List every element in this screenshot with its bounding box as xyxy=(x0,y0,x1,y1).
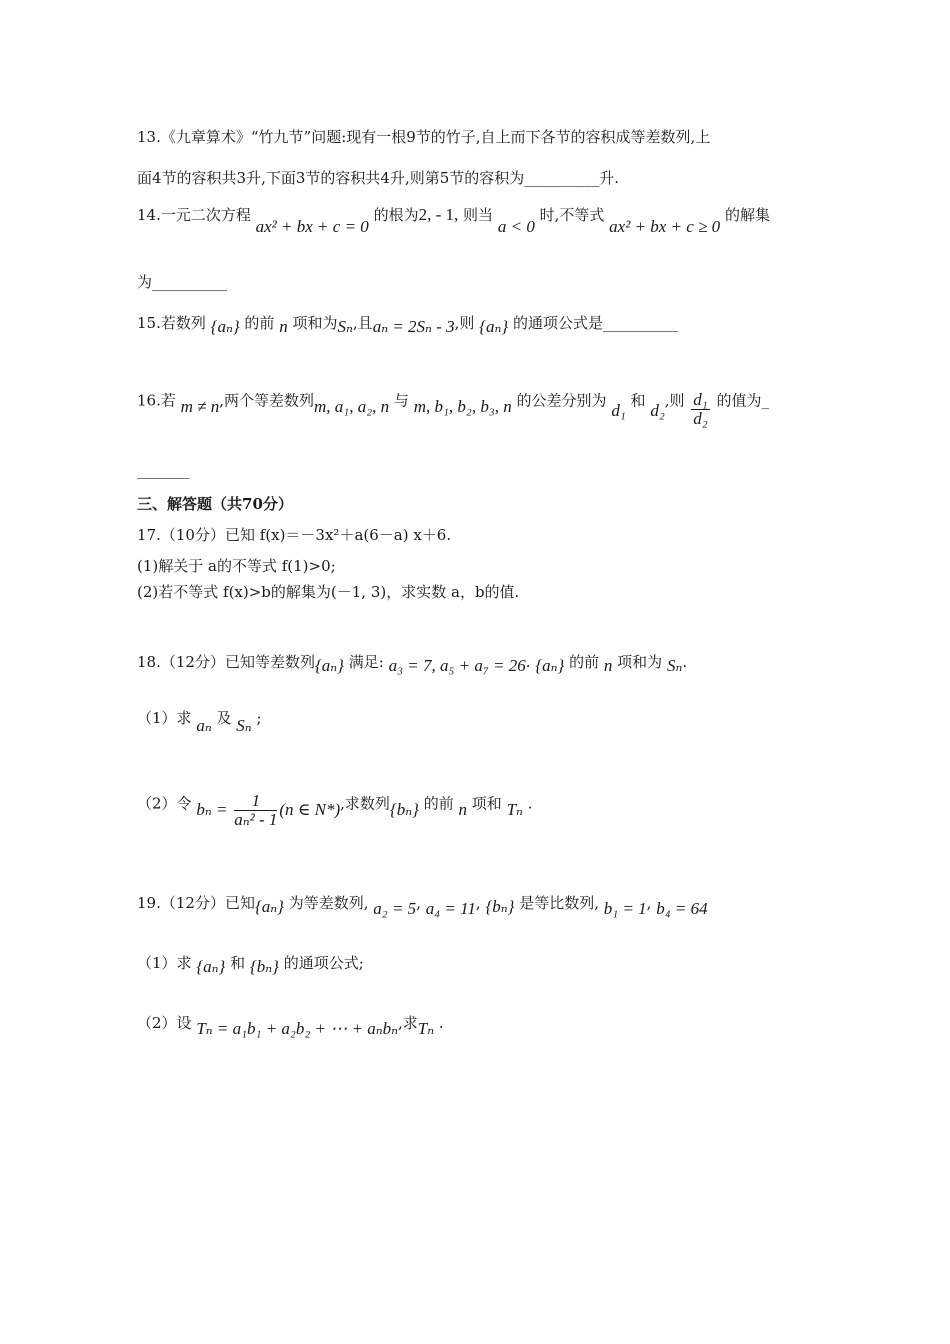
q13-line1: 13.《九章算术》“竹九节”问题:现有一根9节的竹子,自上而下各节的容积成等差数列,上 xyxy=(137,128,711,146)
q18-p2-mid3: 项和 xyxy=(471,794,502,813)
q16-pre: 16.若 xyxy=(137,391,176,410)
q16-frac-num: d₁ xyxy=(693,390,708,409)
q18-p2-num: 1 xyxy=(234,792,277,811)
q15-mid1: 的前 xyxy=(244,314,275,332)
q18-p2-den: aₙ² - 1 xyxy=(234,810,278,829)
q16-mid3: 的公差分别为 xyxy=(516,391,607,410)
q15-end: 的通项公式是 xyxy=(512,314,603,332)
q15-relation: aₙ = 2Sₙ - 3 xyxy=(372,317,455,336)
q14-blank: __________ xyxy=(152,273,228,291)
q17-line1: 17.（10分）已知 f(x)＝－3x²＋a(6－a) x＋6. xyxy=(137,526,452,544)
q18-p2-pre: （2）令 xyxy=(137,794,192,813)
q14-line1 xyxy=(137,205,770,236)
q15-sn: Sₙ xyxy=(337,317,353,336)
q14-condition: a < 0 xyxy=(497,217,535,236)
q18-mid3: 的前 xyxy=(569,653,600,671)
q14-end: 的解集 xyxy=(724,206,770,224)
q14-mid1: 的根为 xyxy=(373,206,419,224)
q18-p1-s: Sₙ xyxy=(236,716,252,735)
q18-end: . xyxy=(682,653,688,671)
q18-pre: 18.（12分）已知等差数列 xyxy=(137,653,315,671)
q19-cond4: b₄ = 64 xyxy=(656,899,708,918)
q14-line2-text: 为 xyxy=(137,273,153,291)
q14-equation: ax² + bx + c = 0 xyxy=(255,217,369,236)
q16-mid4: 和 xyxy=(630,391,646,410)
q16-end: 的值为_ xyxy=(716,391,770,410)
q19-p1-mid: 和 xyxy=(230,954,246,972)
q15-pre: 15.若数列 xyxy=(137,314,206,332)
q19-line xyxy=(137,893,708,918)
q16-mid5: ,则 xyxy=(664,391,685,410)
q19-sep: , xyxy=(416,894,421,912)
q18-p1-a: aₙ xyxy=(196,716,212,735)
q19-p1-end: 的通项公式; xyxy=(283,954,364,972)
q18-part1 xyxy=(137,708,262,735)
q18-n: n xyxy=(603,656,613,675)
q19-part1 xyxy=(137,953,364,976)
q18-p1-end: ; xyxy=(256,709,262,727)
q18-mid2: . xyxy=(525,653,531,671)
q19-mid1: 为等差数列, xyxy=(288,894,369,912)
q18-p2-fraction xyxy=(234,792,277,829)
q15-mid2: 项和为 xyxy=(292,314,338,332)
q19-p2-mid: ,求 xyxy=(397,1014,418,1032)
q19-cond2: a₄ = 11 xyxy=(425,899,476,918)
q19-seq: {aₙ} xyxy=(254,897,284,916)
q19-p2-pre: （2）设 xyxy=(137,1014,192,1032)
q18-p1-mid: 及 xyxy=(216,709,232,727)
q19-p1-a: {aₙ} xyxy=(196,957,226,976)
q19-mid2: 是等比数列, xyxy=(519,894,599,912)
q19-p1-b: {bₙ} xyxy=(249,957,279,976)
q14-inequality: ax² + bx + c ≥ 0 xyxy=(609,217,721,236)
q18-p1-pre: （1）求 xyxy=(137,709,192,727)
q19-p1-pre: （1）求 xyxy=(137,954,192,972)
q19-p2-end: . xyxy=(438,1014,444,1032)
q18-mid4: 项和为 xyxy=(617,653,663,671)
q13-line2 xyxy=(137,168,619,188)
q16-mid1: ,两个等差数列 xyxy=(219,391,315,410)
q17-line3: (2)若不等式 f(x)>b的解集为(－1, 3)，求实数 a，b的值. xyxy=(137,583,520,601)
q18-cond: a₃ = 7, a₅ + a₇ = 26 xyxy=(388,656,526,675)
section-heading: 三、解答题（共70分） xyxy=(137,495,293,513)
q19-p2-expr: Tₙ = a₁b₁ + a₂b₂ + ⋯ + aₙbₙ xyxy=(196,1019,398,1038)
q19-sep2: , xyxy=(475,894,481,912)
q19-seq2: {bₙ} xyxy=(485,897,515,916)
q14-line2 xyxy=(137,272,227,292)
q18-p2-b: bₙ = xyxy=(196,799,228,819)
q18-p2-cond: (n ∈ N*) xyxy=(279,799,341,819)
q13-text: 面4节的容积共3升,下面3节的容积共4升,则第5节的容积为 xyxy=(137,169,525,187)
q15-blank: __________ xyxy=(602,314,678,332)
q16-line xyxy=(137,383,770,428)
q18-p2-t: Tₙ xyxy=(506,799,523,819)
q19-cond1: a₂ = 5 xyxy=(373,899,417,918)
q15-mid4: ,则 xyxy=(454,314,475,332)
q13-end: 升. xyxy=(599,169,620,187)
q13-blank: __________ xyxy=(524,169,600,187)
q15-n: n xyxy=(279,317,288,336)
q18-p2-end: . xyxy=(527,794,533,813)
q18-seq2: {aₙ} xyxy=(535,656,565,675)
q15-seq2: {aₙ} xyxy=(479,317,509,336)
q19-sep3: , xyxy=(646,894,652,912)
q16-mid2: 与 xyxy=(393,391,409,410)
q15-mid3: ,且 xyxy=(352,314,373,332)
q16-fraction xyxy=(691,391,709,428)
q16-cond: m ≠ n xyxy=(180,396,220,416)
q16-d2: d₂ xyxy=(650,400,665,420)
q18-p2-seq: {bₙ} xyxy=(389,799,419,819)
q19-part2 xyxy=(137,1013,444,1038)
q16-seq2: m, b₁, b₂, b₃, n xyxy=(413,396,512,416)
q15-line xyxy=(137,313,678,336)
q18-p2-mid2: 的前 xyxy=(423,794,454,813)
q14-roots: 2, - 1, xyxy=(418,205,459,224)
q18-part2 xyxy=(137,786,533,829)
q18-p2-mid: ,求数列 xyxy=(340,794,390,813)
q18-line xyxy=(137,652,688,675)
q14-mid3: 时,不等式 xyxy=(539,206,605,224)
q19-pre: 19.（12分）已知 xyxy=(137,894,255,912)
q14-mid2: 则当 xyxy=(463,206,494,224)
q16-d1: d₁ xyxy=(611,400,626,420)
q18-p2-n: n xyxy=(458,799,467,819)
q18-sn: Sₙ xyxy=(666,656,683,675)
q14-pre: 14.一元二次方程 xyxy=(137,206,251,224)
q17-line2: (1)解关于 a的不等式 f(1)>0; xyxy=(137,557,336,575)
q15-seq: {aₙ} xyxy=(210,317,240,336)
q19-cond3: b₁ = 1 xyxy=(603,899,647,918)
q16-frac-den: d₂ xyxy=(693,409,708,428)
q16-blank-line: _______ xyxy=(137,461,190,479)
q16-seq1: m, a₁, a₂, n xyxy=(314,396,390,416)
q19-p2-t: Tₙ xyxy=(417,1019,435,1038)
q18-mid1: 满足: xyxy=(348,653,384,671)
q18-seq: {aₙ} xyxy=(314,656,344,675)
